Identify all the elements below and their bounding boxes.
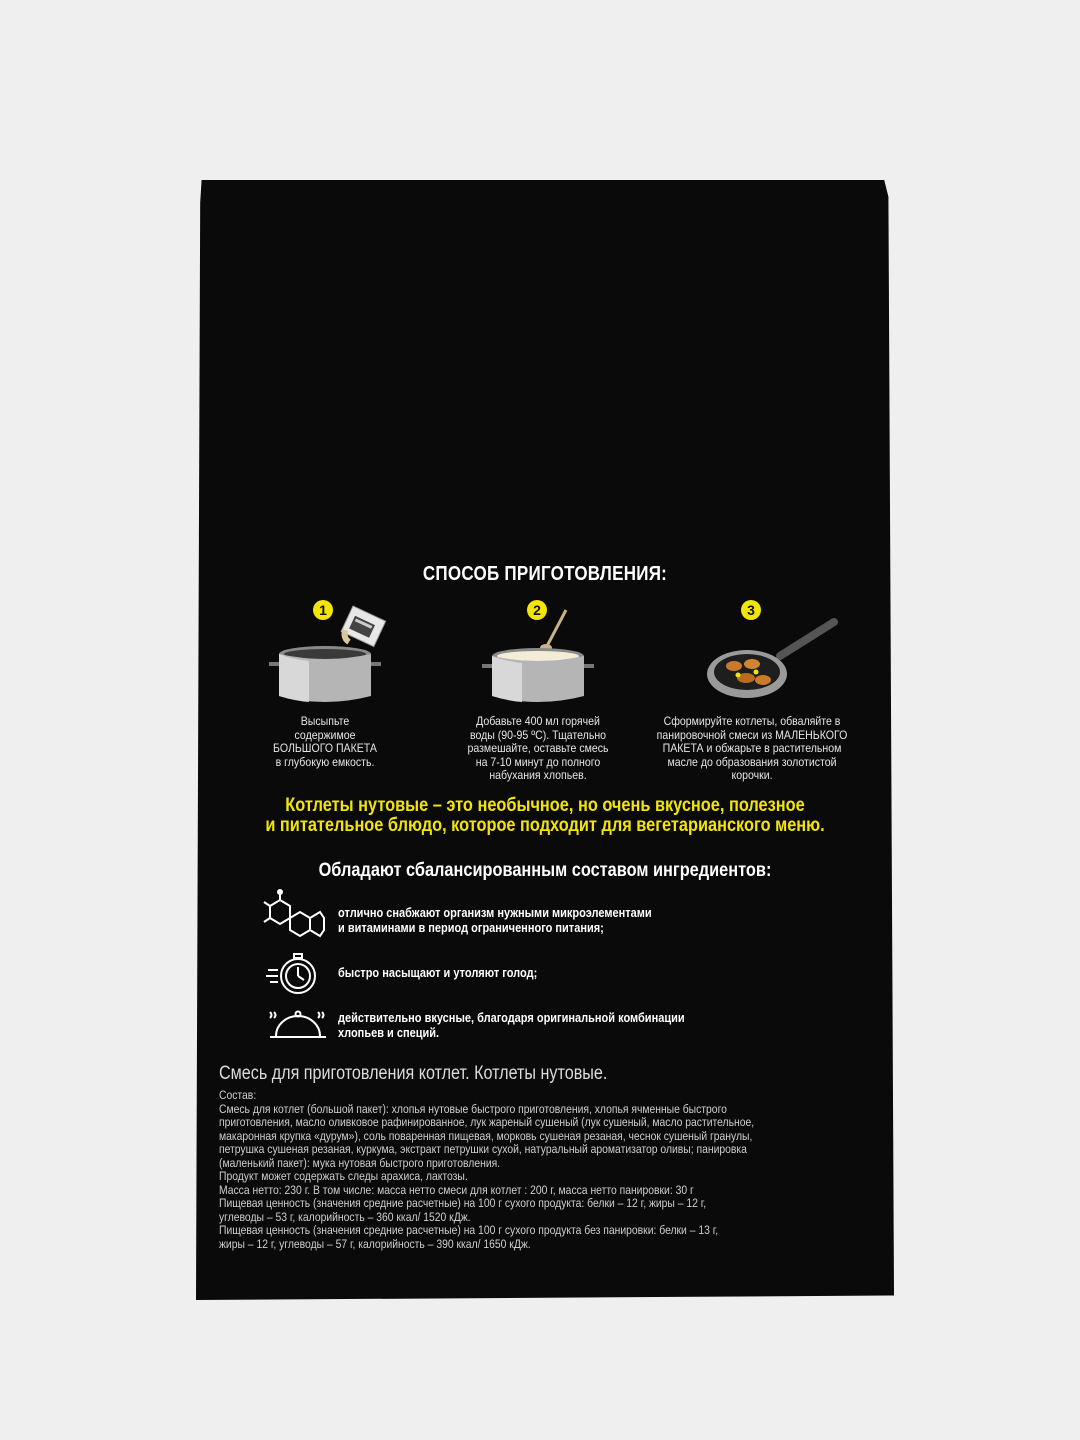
step-3-text: Сформируйте котлеты, обваляйте в панировочной смеси из МАЛЕНЬКОГО ПАКЕТА и обжарьте в растительном масле до образования золотистой корочки. [656,714,848,782]
stopwatch-icon [262,952,326,998]
benefit-item-2 [262,952,822,998]
benefits-heading: Обладают сбалансированным составом ингредиентов: [318,860,772,881]
composition-text: Состав: Смесь для котлет (большой пакет): хлопья нутовые быстрого приготовления, хлопья ячменные быстрого приготовления, масло оливковое рафинированное, лук жареный сушеный (лук сушеный, масло растительное, макаронная крупка «дурум»), соль поваренная пищевая, морковь сушеная резаная, чеснок сушеный гранулы, петрушка сушеная резаная, куркума, экстракт петрушки сухой, натуральный ароматизатор оливы; панировка (маленький пакет): мука нутовая быстрого приготовления. Продукт может содержать следы арахиса, лактозы. Масса нетто: 230 г. В том числе: масса нетто смеси для котлет : 200 г, масса нетто панировки: 30 г Пищевая ценность (значения средние расчетные) на 100 г сухого продукта: белки – 12 г, жиры – 12 г, углеводы – 53 г, калорийность – 360 ккал/ 1520 кДж. Пищевая ценность (значения средние расчетные) на 100 г сухого продукта без панировки: белки – 13 г, жиры – 12 г, углеводы – 57 г, калорийность – 390 ккал/ 1650 кДж. [219,1088,755,1251]
cloche-icon [262,1006,332,1046]
pot-pour-icon [225,598,425,708]
step-3-number: 3 [741,600,761,620]
step-3 [652,598,852,788]
frying-pan-icon [652,598,852,708]
pot-stir-icon [438,598,638,708]
product-name: Смесь для приготовления котлет. Котлеты нутовые. [219,1063,608,1084]
step-1 [225,598,425,788]
tagline: Котлеты нутовые – это необычное, но очень вкусное, полезное и питательное блюдо, которое подходит для вегетарианского меню. [265,795,825,836]
benefit-3-text: действительно вкусные, благодаря оригинальной комбинации хлопьев и специй. [338,1011,685,1040]
step-1-number: 1 [313,600,333,620]
preparation-title: СПОСОБ ПРИГОТОВЛЕНИЯ: [422,563,668,585]
step-2-text: Добавьте 400 мл горячей воды (90-95 ºС). Тщательно размешайте, оставьте смесь на 7-10 минут до полного набухания хлопьев. [467,714,609,782]
step-2-number: 2 [527,600,547,620]
benefit-2-text: быстро насыщают и утоляют голод; [338,966,538,980]
step-2 [438,598,638,788]
benefit-item-3 [262,1006,822,1046]
step-1-text: Высыпьте содержимое БОЛЬШОГО ПАКЕТА в глубокую емкость. [273,714,377,769]
benefit-1-text: отлично снабжают организм нужными микроэлементами и витаминами в период ограниченного питания; [338,906,652,935]
benefit-item-1 [262,888,822,944]
molecule-icon [262,888,326,942]
